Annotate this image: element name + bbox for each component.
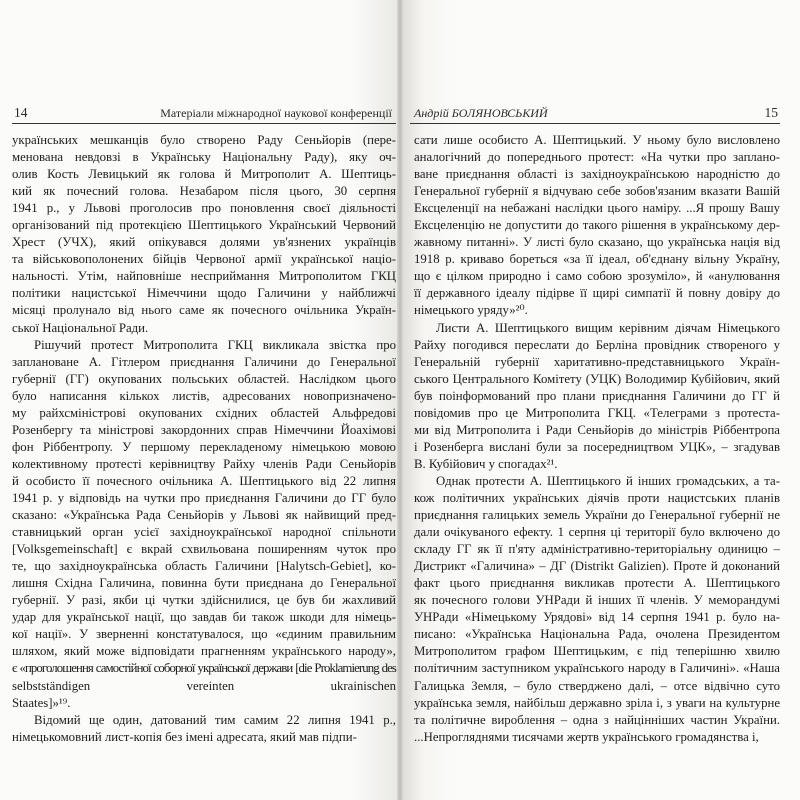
text-line: українська земля, найбільш державно зріла і, з уваги на культурне (414, 695, 780, 710)
text-line: лишня Східна Галичина, повинна бути приєднана до Генеральної (12, 576, 396, 591)
text-line: губернії (ГГ) окупованих польських областей. Наслідком цього (12, 371, 396, 386)
text-line: приєднання галицьких земель України до Генеральної губернії не (414, 508, 780, 523)
text-line: ського Центрального Комітету (УЦК) Володимир Кубійович, який (414, 371, 780, 386)
text-line: фон Ріббентропу. У першому перекладеному німецькою мовою (12, 439, 396, 454)
text-line: як почесного голови УНРади й інших її членів. У меморандумі (414, 593, 780, 608)
text-line: Ексцеленції на небажані наслідки цього наміру. ...Я прошу Вашу (414, 201, 780, 216)
text-line: та політичне вироблення – одна з найцінніших частин України. (414, 712, 780, 727)
text-line: українських мешканців було створено Раду Сеньйорів (пере- (12, 133, 396, 147)
text-line: політики нацистської Німеччини щодо Галичини у найближчі (12, 286, 396, 301)
text-line: Дистрикт «Галичина» – ДГ (Distrikt Galizien). Проте й доконаний (414, 559, 780, 574)
text-line: організований під протекцією Шептицького Український Червоний (12, 218, 396, 233)
text-line: й особисто її почесного очільника А. Шептицького від 22 липня (12, 473, 396, 488)
right-page-body (414, 132, 780, 746)
text-line: місяці пролунало від нього саме як почесного очільника Україн- (12, 303, 396, 318)
text-line: олив Кость Левицький як голова й Митрополит А. Шептиць- (12, 167, 396, 182)
text-line: ської Національної Ради. (12, 320, 149, 335)
page-number-right: 15 (764, 105, 778, 120)
left-page-header (12, 103, 396, 124)
text-line: сказано: «Українська Рада Сеньйорів у Львові як найвищий пред- (12, 508, 396, 523)
paragraph (414, 132, 780, 320)
paragraph (12, 337, 396, 712)
text-line: [Volksgemeinschaft] є вкрай схвильована поширенням чуток про (12, 542, 396, 557)
text-line: заплановане А. Гітлером приєднання Галичини до Генеральної (12, 354, 396, 369)
text-line: ...Непрогляднями тисячами жертв українського громадянства і, (414, 729, 759, 744)
text-line: жавному питанні». У листі було сказано, що українська нація від (414, 235, 780, 250)
paragraph (12, 712, 396, 746)
text-line: ване приєднання області із західноукраїнською народністю до (414, 167, 780, 182)
text-line: дали очікуваного ефекту. 1 серпня ці території було включено до (414, 525, 780, 540)
running-title-left: Матеріали міжнародної наукової конференції (160, 106, 392, 120)
text-line: аналогічний до попереднього протест: «На чутки про заплано- (414, 150, 780, 165)
text-line: політичним заступником українського народу в Галичині». «Наша (414, 661, 780, 676)
text-line: Листи А. Шептицького вищим керівним діячам Німецького (436, 320, 780, 335)
text-line: Хрест (УЧХ), який опікувався долями ув'язнених українців (12, 235, 396, 250)
text-line: повідомив про це Митрополита ГКЦ. «Телеграми з протеста- (414, 405, 780, 420)
paragraph (414, 473, 780, 746)
text-line: Ексцеленцію не допустити до такого рішення в українському дер- (414, 218, 780, 233)
text-line: кої нації». У зверненні констатувалося, що «єдиним правильним (12, 627, 396, 642)
text-line: та військовополонених бійців Червоної армії української націо- (12, 252, 396, 267)
text-line: те, що західноукраїнська область Галичини [Halytsch-Gebiet], ко- (12, 559, 396, 574)
text-line: 1941 р. у відповідь на чутки про приєднання Галичини до ГГ було (12, 490, 396, 505)
book-gutter (397, 0, 403, 800)
paragraph (414, 320, 780, 473)
text-line: колективному протесті керівництву Райху членів Ради Сеньйорів (12, 456, 396, 471)
paragraph (12, 132, 396, 337)
running-title-right: Андрій БОЛЯНОВСЬКИЙ (414, 106, 548, 120)
text-line: 1941 р., у Львові проголосив про поновлення своєї діяльності (12, 201, 396, 216)
text-line: Генеральній губернії харитативно-представницького Україн- (414, 354, 780, 369)
text-line: Галицька Земля, – було стверджено далі, – отсе відвічно суто (414, 678, 780, 693)
text-line: кий як почесний голова. Незабаром після цього, 30 серпня (12, 184, 396, 199)
text-line: менована невдовзі в Українську Національну Раду), яку оч- (12, 150, 396, 165)
text-line: УНРади «Німецькому Урядові» від 14 серпня 1941 р. було на- (414, 610, 780, 625)
text-line: факт цього приєднання викликав протести А. Шептицького (414, 576, 780, 591)
text-line: му райхсміністрові окупованих східних областей Альфредові (12, 405, 396, 420)
text-line: було написання кількох листів, адресованих новопризначено- (12, 388, 396, 403)
text-line: шляхом, який може відповідати прагненням українського народу», (12, 644, 396, 659)
right-page-header (410, 103, 780, 124)
text-line: і Розенберга вислані були за посередництвом УЦК», – згадував (414, 439, 780, 454)
right-page (400, 0, 800, 800)
text-line: В. Кубійович у спогадах²¹. (414, 456, 558, 471)
left-page-body (12, 132, 396, 746)
text-line: selbstständigen vereinten ukrainischen (12, 678, 396, 693)
text-line: німецькомовний лист-копія без імені адресата, який мав підпи- (12, 729, 357, 744)
text-line: Відомий ще один, датований тим самим 22 липня 1941 р., (34, 712, 396, 727)
text-line: Генеральної губернії я відчуваю себе зобов'язаним вказати Вашій (414, 184, 780, 199)
text-line: ми від Митрополита і Ради Сеньйорів до міністрів Ріббентропа (414, 422, 780, 437)
text-line: Однак протести А. Шептицького й інших громадських, а та- (436, 473, 780, 488)
text-line: сати лише особисто А. Шептицький. У ньому було висловлено (414, 133, 780, 147)
text-line: ставницький орган усієї західноукраїнської народної спільноти (12, 525, 396, 540)
text-line: губернії. У разі, якби ці чутки здійснилися, це був би жахливий (12, 593, 396, 608)
text-line: удар для української нації, що завдав би також шкоди для німець- (12, 610, 396, 625)
text-line: 1918 р. криваво бореться «за її ідеал, об'єднану вільну Україну, (414, 252, 780, 267)
text-line: Райху погодився переслати до Берліна провідник створеного у (414, 337, 780, 352)
text-line: німецького уряду»²⁰. (414, 303, 528, 318)
text-line: нальності. Утім, найповніше несприймання Митрополитом ГКЦ (12, 269, 396, 284)
text-line: був поінформований про плани приєднання Галичини до ГГ й (414, 388, 780, 403)
text-line: Staates]»¹⁹. (12, 695, 71, 710)
page-number-left: 14 (14, 105, 28, 120)
text-line: Розенбергу та міністрові закордонних справ Німеччини Йоахімові (12, 422, 396, 437)
text-line: Митрополитом графом Шептицьким, є під теперішню хвилю (414, 644, 780, 659)
text-line: що є цілком природно і само собою зрозуміло», й «анулювання (414, 269, 780, 284)
text-line: складу ГГ як її п'яту адміністративно-територіальну одиницю – (414, 542, 780, 557)
text-line: є «проголошення самостійної соборної української держави [die Proklamierung des (12, 661, 396, 676)
text-line: писано: «Українська Національна Рада, очолена Президентом (414, 627, 780, 642)
text-line: її державного ідеалу підірве її щирі симпатії й повну довіру до (414, 286, 780, 301)
text-line: Рішучий протест Митрополита ГКЦ викликала звістка про (34, 337, 396, 352)
text-line: кож політичних українських діячів проти нацистських планів (414, 490, 780, 505)
